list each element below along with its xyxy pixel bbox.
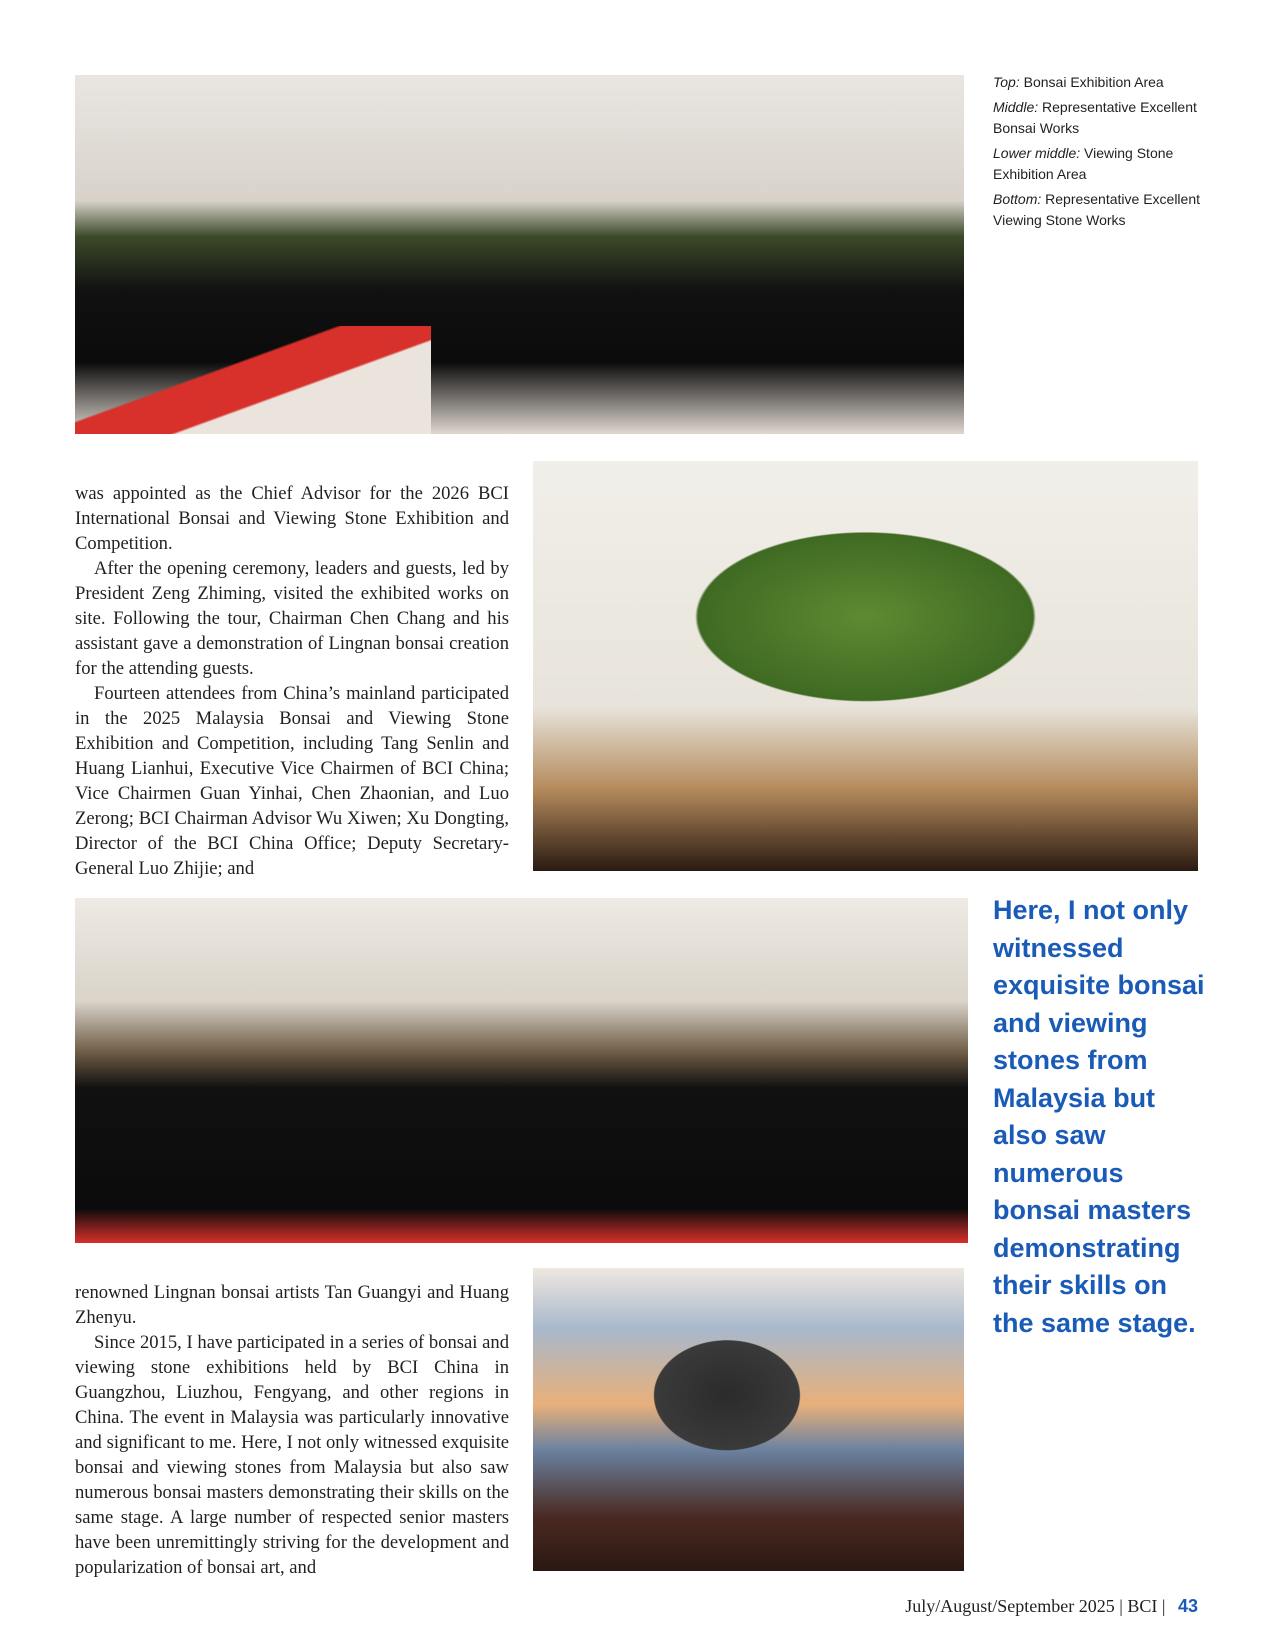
paragraph: Since 2015, I have participated in a series of bonsai and viewing stone exhibitions held by BCI China in Guangzhou, Liuzhou, Fengyang, and other regions in China. The event in Malaysia was particularly innovative and significant to me. Here, I not only witnessed exquisite bonsai and viewing stones from Malaysia but also saw numerous bonsai masters demonstrating their skills on the same stage. A large number of respected senior masters have been unremittingly striving for the development and popularization of bonsai art, and xyxy=(75,1332,509,1578)
page-footer: July/August/September 2025 | BCI | 43 xyxy=(905,1596,1198,1616)
photo-captions xyxy=(993,72,1213,235)
photo-viewing-stone-exhibition-area xyxy=(75,898,968,1243)
paragraph: was appointed as the Chief Advisor for the 2026 BCI International Bonsai and Viewing Stone Exhibition and Competition. xyxy=(75,483,509,554)
page-number: 43 xyxy=(1177,1596,1198,1616)
body-text-column-2 xyxy=(75,1280,509,1580)
photo-representative-viewing-stone xyxy=(533,1268,964,1571)
caption-lower-middle: Lower middle: Viewing Stone Exhibition Area xyxy=(993,145,1174,182)
caption-top: Top: Bonsai Exhibition Area xyxy=(993,74,1164,90)
issue-date: July/August/September 2025 xyxy=(905,1596,1115,1616)
magazine-name: BCI xyxy=(1127,1596,1158,1616)
paragraph: renowned Lingnan bonsai artists Tan Guangyi and Huang Zhenyu. xyxy=(75,1282,509,1328)
pull-quote: Here, I not only witnessed exquisite bonsai and viewing stones from Malaysia but also saw numerous bonsai masters demonstrating their skills on the same stage. xyxy=(993,895,1205,1338)
caption-bottom: Bottom: Representative Excellent Viewing Stone Works xyxy=(993,191,1201,228)
paragraph: After the opening ceremony, leaders and guests, led by President Zeng Zhiming, visited the exhibited works on site. Following the tour, Chairman Chen Chang and his assistant gave a demonstration of Lingnan bonsai creation for the attending guests. xyxy=(75,558,509,679)
caption-middle: Middle: Representative Excellent Bonsai Works xyxy=(993,99,1197,136)
photo-representative-bonsai xyxy=(533,461,1198,871)
body-text-column-1 xyxy=(75,481,509,881)
paragraph: Fourteen attendees from China’s mainland participated in the 2025 Malaysia Bonsai and Viewing Stone Exhibition and Competition, including Tang Senlin and Huang Lianhui, Executive Vice Chairmen of BCI China; Vice Chairmen Guan Yinhai, Chen Zhaonian, and Luo Zerong; BCI Chairman Advisor Wu Xiwen; Xu Dongting, Director of the BCI China Office; Deputy Secretary-General Luo Zhijie; and xyxy=(75,683,509,879)
photo-bonsai-exhibition-area xyxy=(75,75,964,434)
